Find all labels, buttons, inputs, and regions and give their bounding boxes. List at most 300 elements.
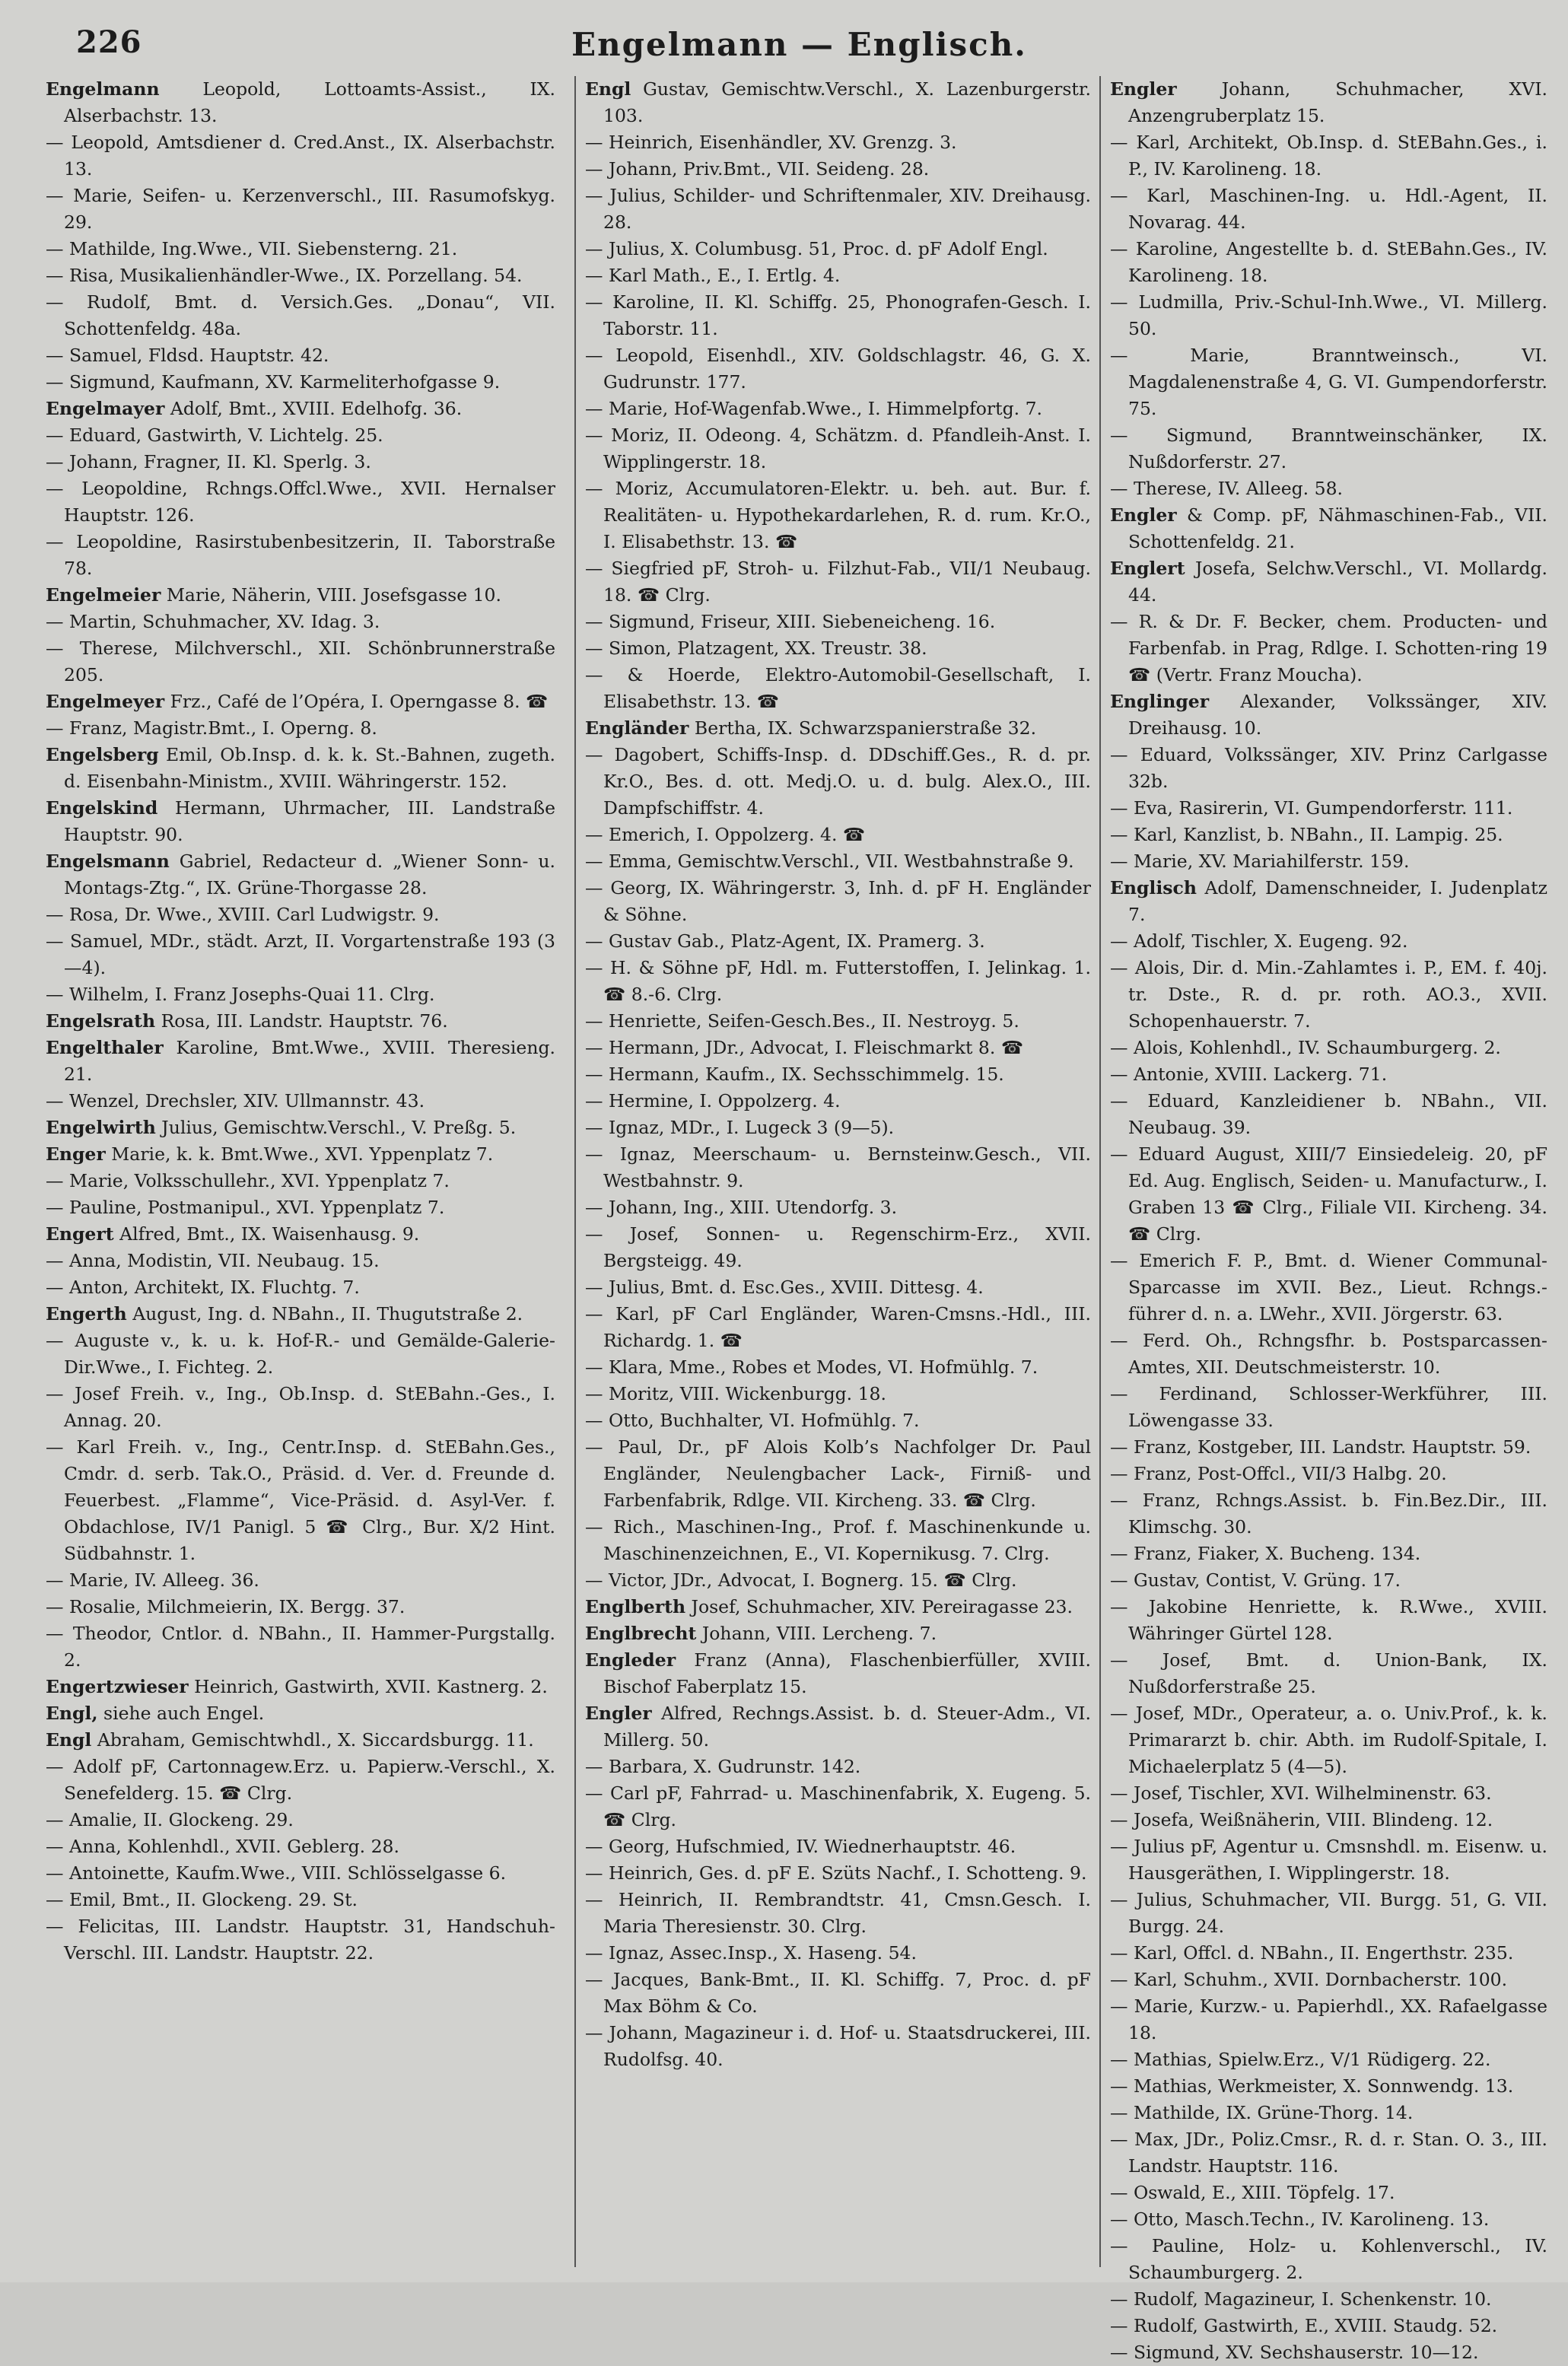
entry-details: — Samuel, MDr., städt. Arzt, II. Vorgartenstraße 193 (3—4).: [46, 930, 555, 978]
entry-surname: Engelsrath: [46, 1010, 156, 1032]
directory-entry: [46, 1727, 555, 1754]
directory-entry: [585, 1061, 1091, 1088]
entry-details: — Max, JDr., Poliz.Cmsr., R. d. r. Stan. O. 3., III. Landstr. Hauptstr. 116.: [1110, 2129, 1547, 2177]
directory-entry: [46, 1194, 555, 1221]
entry-details: Josef, Schuhmacher, XIV. Pereiragasse 23.: [691, 1596, 1073, 1617]
entry-surname: Engelmann: [46, 78, 160, 100]
directory-entry: [46, 1221, 555, 1248]
entry-details: — Alois, Kohlenhdl., IV. Schaumburgerg. 2.: [1110, 1037, 1501, 1058]
entry-details: — Anna, Kohlenhdl., XVII. Geblerg. 28.: [46, 1836, 399, 1857]
entry-details: Marie, k. k. Bmt.Wwe., XVI. Yppenplatz 7.: [111, 1143, 494, 1165]
entry-details: Alfred, Rechngs.Assist. b. d. Steuer-Adm., VI. Millerg. 50.: [603, 1703, 1091, 1751]
directory-entry: [46, 928, 555, 981]
directory-entry: [46, 1860, 555, 1887]
entry-details: — Eduard, Gastwirth, V. Lichtelg. 25.: [46, 425, 383, 446]
directory-entry: [1110, 848, 1547, 875]
entry-details: — Amalie, II. Glockeng. 29.: [46, 1809, 294, 1830]
entry-details: — Karl Freih. v., Ing., Centr.Insp. d. StEBahn.Ges., Cmdr. d. serb. Tak.O., Präsid. d. Ver. d. Freunde d. Feuerbest. „Flamme“, Vice-Präsid. d. Asyl-Ver. f. Obdachlose, IV/1 Panigl. 5 ☎ Clrg., Bur. X/2 Hint. Südbahnstr. 1.: [46, 1436, 555, 1564]
entry-details: — Wenzel, Drechsler, XIV. Ullmannstr. 43.: [46, 1090, 425, 1111]
directory-entry: [1110, 1434, 1547, 1461]
directory-entry: [1110, 502, 1547, 555]
entry-details: — Emil, Bmt., II. Glockeng. 29. St.: [46, 1889, 358, 1910]
directory-entry: [1110, 1035, 1547, 1061]
directory-entry: [585, 1967, 1091, 2020]
entry-details: — Otto, Masch.Techn., IV. Karolineng. 13.: [1110, 2209, 1490, 2230]
entry-details: — Mathilde, Ing.Wwe., VII. Siebensterng. 21.: [46, 238, 458, 259]
entry-details: — R. & Dr. F. Becker, chem. Producten- und Farbenfab. in Prag, Rdlge. I. Schotten-ring 19 ☎ (Vertr. Franz Moucha).: [1110, 611, 1547, 685]
directory-entry: [1110, 1967, 1547, 1993]
entry-details: — Heinrich, Eisenhändler, XV. Grenzg. 3.: [585, 132, 957, 153]
directory-entry: [1110, 1328, 1547, 1381]
entry-surname: Englinger: [1110, 691, 1210, 712]
entry-details: — Moriz, II. Odeong. 4, Schätzm. d. Pfandleih-Anst. I. Wipplingerstr. 18.: [585, 425, 1091, 472]
entry-details: — Paul, Dr., pF Alois Kolb’s Nachfolger Dr. Paul Engländer, Neulengbacher Lack-, Firniß- und Farbenfabrik, Rdlge. VII. Kircheng. 33. ☎ Clrg.: [585, 1436, 1091, 1511]
directory-entry: [1110, 1940, 1547, 1967]
directory-entry: [585, 1008, 1091, 1035]
directory-entry: [1110, 1833, 1547, 1887]
entry-details: — Pauline, Holz- u. Kohlenverschl., IV. Schaumburgerg. 2.: [1110, 2235, 1547, 2283]
entry-details: — Leopold, Amtsdiener d. Cred.Anst., IX. Alserbachstr. 13.: [46, 132, 555, 180]
directory-entry: [585, 289, 1091, 342]
directory-entry: [585, 262, 1091, 289]
entry-details: — Franz, Fiaker, X. Bucheng. 134.: [1110, 1543, 1421, 1564]
entry-details: — Gustav Gab., Platz-Agent, IX. Pramerg. 3.: [585, 930, 985, 952]
entry-details: — Klara, Mme., Robes et Modes, VI. Hofmühlg. 7.: [585, 1356, 1038, 1378]
entry-surname: Engelskind: [46, 797, 158, 819]
entry-details: — Rudolf, Magazineur, I. Schenkenstr. 10.: [1110, 2288, 1492, 2310]
directory-entry: [46, 129, 555, 183]
entry-surname: Engelsmann: [46, 851, 170, 872]
directory-entry: [1110, 2233, 1547, 2286]
entry-details: — Johann, Magazineur i. d. Hof- u. Staatsdruckerei, III. Rudolfsg. 40.: [585, 2022, 1091, 2070]
entry-details: — Rich., Maschinen-Ing., Prof. f. Maschinenkunde u. Maschinenzeichnen, E., VI. Kopernikusg. 7. Clrg.: [585, 1516, 1091, 1564]
entry-details: Heinrich, Gastwirth, XVII. Kastnerg. 2.: [194, 1676, 548, 1697]
directory-entry: [46, 369, 555, 396]
entry-details: — Auguste v., k. u. k. Hof-R.- und Gemälde-Galerie-Dir.Wwe., I. Fichteg. 2.: [46, 1330, 555, 1378]
entry-details: — Antonie, XVIII. Lackerg. 71.: [1110, 1064, 1388, 1085]
entry-details: — Julius, Bmt. d. Esc.Ges., XVIII. Dittesg. 4.: [585, 1277, 984, 1298]
directory-entry: [585, 342, 1091, 396]
directory-entry: [585, 1381, 1091, 1407]
entry-details: — Josef, Sonnen- u. Regenschirm-Erz., XVII. Bergsteigg. 49.: [585, 1223, 1091, 1271]
directory-entry: [585, 928, 1091, 955]
entry-details: — Marie, Kurzw.- u. Papierhdl., XX. Rafaelgasse 18.: [1110, 1996, 1547, 2043]
directory-entry: [46, 76, 555, 129]
entry-details: — Georg, IX. Währingerstr. 3, Inh. d. pF H. Engländer & Söhne.: [585, 877, 1091, 925]
entry-surname: Engertzwieser: [46, 1676, 189, 1697]
entry-details: — Josef, Tischler, XVI. Wilhelminenstr. 63.: [1110, 1782, 1492, 1804]
entry-details: — Otto, Buchhalter, VI. Hofmühlg. 7.: [585, 1410, 920, 1431]
directory-entry: [585, 1035, 1091, 1061]
directory-entry: [46, 1700, 555, 1727]
entry-details: — Josef, Bmt. d. Union-Bank, IX. Nußdorferstraße 25.: [1110, 1649, 1547, 1697]
directory-entry: [46, 1674, 555, 1700]
directory-entry: [46, 262, 555, 289]
entry-details: — Rosa, Dr. Wwe., XVIII. Carl Ludwigstr. 9.: [46, 904, 440, 925]
entry-details: — Emerich F. P., Bmt. d. Wiener Communal-Sparcasse im XVII. Bez., Lieut. Rchngs.-führer d. n. a. LWehr., XVII. Jörgerstr. 63.: [1110, 1250, 1547, 1325]
entry-details: — Josef, MDr., Operateur, a. o. Univ.Prof., k. k. Primararzt b. chir. Abth. im Rudolf-Spitale, I. Michaelerplatz 5 (4—5).: [1110, 1703, 1547, 1777]
directory-entry: [1110, 1780, 1547, 1807]
directory-entry: [46, 236, 555, 262]
directory-entry: [585, 1221, 1091, 1274]
entry-surname: Engleder: [585, 1649, 676, 1671]
entry-details: — Carl pF, Fahrrad- u. Maschinenfabrik, X. Eugeng. 5. ☎ Clrg.: [585, 1782, 1091, 1830]
directory-entry: [1110, 76, 1547, 129]
entry-details: — Heinrich, II. Rembrandtstr. 41, Cmsn.Gesch. I. Maria Theresienstr. 30. Clrg.: [585, 1889, 1091, 1937]
entry-surname: Englberth: [585, 1596, 686, 1617]
directory-columns: [46, 76, 1547, 2363]
directory-entry: [46, 1381, 555, 1434]
entry-details: — Josefa, Weißnäherin, VIII. Blindeng. 12.: [1110, 1809, 1493, 1830]
entry-details: Alfred, Bmt., IX. Waisenhausg. 9.: [119, 1223, 420, 1245]
directory-entry: [585, 1647, 1091, 1700]
entry-details: — Franz, Magistr.Bmt., I. Operng. 8.: [46, 717, 377, 739]
entry-details: — Oswald, E., XIII. Töpfelg. 17.: [1110, 2182, 1395, 2203]
directory-entry: [1110, 1887, 1547, 1940]
entry-details: — Ferdinand, Schlosser-Werkführer, III. Löwengasse 33.: [1110, 1383, 1547, 1431]
entry-details: — Mathilde, IX. Grüne-Thorg. 14.: [1110, 2102, 1414, 2123]
entry-details: — Wilhelm, I. Franz Josephs-Quai 11. Clrg.: [46, 984, 435, 1005]
entry-surname: Engelthaler: [46, 1037, 164, 1058]
directory-entry: [585, 396, 1091, 422]
entry-details: Frz., Café de l’Opéra, I. Operngasse 8. ☎: [170, 691, 549, 712]
entry-surname: Engelmeier: [46, 584, 161, 606]
directory-entry: [46, 1115, 555, 1141]
directory-entry: [46, 688, 555, 715]
entry-details: — Karl Math., E., I. Ertlg. 4.: [585, 265, 841, 286]
entry-details: Franz (Anna), Flaschenbierfüller, XVIII. Bischof Faberplatz 15.: [603, 1649, 1091, 1697]
directory-entry: [46, 609, 555, 635]
entry-details: Adolf, Bmt., XVIII. Edelhofg. 36.: [170, 398, 463, 419]
entry-details: — Eduard, Volkssänger, XIV. Prinz Carlgasse 32b.: [1110, 744, 1547, 792]
entry-details: — Therese, Milchverschl., XII. Schönbrunnerstraße 205.: [46, 638, 555, 685]
entry-surname: Engl: [585, 78, 631, 100]
directory-entry: [585, 742, 1091, 822]
directory-entry: [585, 422, 1091, 475]
directory-entry: [585, 1274, 1091, 1301]
entry-details: — Sigmund, Branntweinschänker, IX. Nußdorferstr. 27.: [1110, 425, 1547, 472]
directory-entry: [46, 848, 555, 902]
directory-entry: [46, 1301, 555, 1328]
entry-surname: Engl,: [46, 1703, 98, 1724]
entry-surname: Engler: [1110, 78, 1177, 100]
directory-entry: [46, 289, 555, 342]
entry-details: — Ferd. Oh., Rchngsfhr. b. Postsparcassen-Amtes, XII. Deutschmeisterstr. 10.: [1110, 1330, 1547, 1378]
entry-details: — Victor, JDr., Advocat, I. Bognerg. 15. ☎ Clrg.: [585, 1569, 1017, 1591]
entry-details: — Marie, Branntweinsch., VI. Magdalenenstraße 4, G. VI. Gumpendorferstr. 75.: [1110, 345, 1547, 419]
entry-details: — Simon, Platzagent, XX. Treustr. 38.: [585, 638, 927, 659]
entry-details: Rosa, III. Landstr. Hauptstr. 76.: [161, 1010, 448, 1032]
entry-details: — Johann, Ing., XIII. Utendorfg. 3.: [585, 1197, 898, 1218]
directory-entry: [1110, 795, 1547, 822]
entry-details: — Rudolf, Gastwirth, E., XVIII. Staudg. 52.: [1110, 2315, 1498, 2336]
entry-surname: Englbrecht: [585, 1623, 697, 1644]
directory-entry: [46, 342, 555, 369]
entry-details: — Ignaz, MDr., I. Lugeck 3 (9—5).: [585, 1117, 895, 1138]
directory-entry: [46, 1035, 555, 1088]
directory-entry: [585, 156, 1091, 183]
entry-details: — Leopoldine, Rasirstubenbesitzerin, II. Taborstraße 78.: [46, 531, 555, 579]
directory-entry: [1110, 2073, 1547, 2100]
directory-entry: [1110, 822, 1547, 848]
directory-entry: [1110, 475, 1547, 502]
directory-entry: [46, 981, 555, 1008]
directory-entry: [1110, 1381, 1547, 1434]
directory-entry: [1110, 1807, 1547, 1833]
entry-details: — Karl, Maschinen-Ing. u. Hdl.-Agent, II. Novarag. 44.: [1110, 185, 1547, 233]
entry-surname: Engerth: [46, 1303, 127, 1325]
directory-entry: [1110, 742, 1547, 795]
directory-entry: [1110, 1061, 1547, 1088]
directory-entry: [46, 582, 555, 609]
directory-entry: [1110, 1248, 1547, 1328]
page-header: [76, 21, 1522, 75]
directory-entry: [1110, 2046, 1547, 2073]
entry-details: — Josef Freih. v., Ing., Ob.Insp. d. StEBahn.-Ges., I. Annag. 20.: [46, 1383, 555, 1431]
directory-entry: [585, 1940, 1091, 1967]
directory-entry: [1110, 1461, 1547, 1487]
entry-details: — Theodor, Cntlor. d. NBahn., II. Hammer-Purgstallg. 2.: [46, 1623, 555, 1671]
entry-details: — Antoinette, Kaufm.Wwe., VIII. Schlösselgasse 6.: [46, 1862, 507, 1884]
directory-entry: [1110, 342, 1547, 422]
entry-surname: Engländer: [585, 717, 689, 739]
directory-entry: [1110, 1141, 1547, 1248]
entry-details: August, Ing. d. NBahn., II. Thugutstraße 2.: [132, 1303, 523, 1325]
entry-details: — Johann, Fragner, II. Kl. Sperlg. 3.: [46, 451, 371, 472]
entry-details: Johann, VIII. Lercheng. 7.: [701, 1623, 937, 1644]
directory-entry: [1110, 1993, 1547, 2046]
directory-entry: [1110, 928, 1547, 955]
entry-details: Julius, Gemischtw.Verschl., V. Preßg. 5.: [161, 1117, 517, 1138]
directory-entry: [585, 1115, 1091, 1141]
entry-details: Bertha, IX. Schwarzspanierstraße 32.: [694, 717, 1037, 739]
directory-entry: [585, 1194, 1091, 1221]
directory-entry: [46, 1754, 555, 1807]
directory-entry: [46, 715, 555, 742]
page-number: 226: [76, 24, 142, 60]
entry-details: — Barbara, X. Gudrunstr. 142.: [585, 1756, 861, 1777]
entry-details: Adolf, Damenschneider, I. Judenplatz 7.: [1128, 877, 1547, 925]
entry-details: — Eduard August, XIII/7 Einsiedeleig. 20, pF Ed. Aug. Englisch, Seiden- u. Manufacturw., I. Graben 13 ☎ Clrg., Filiale VII. Kircheng. 34. ☎ Clrg.: [1110, 1143, 1547, 1245]
entry-details: — Marie, XV. Mariahilferstr. 159.: [1110, 851, 1410, 872]
directory-entry: [585, 715, 1091, 742]
entry-details: Marie, Näherin, VIII. Josefsgasse 10.: [166, 584, 501, 606]
entry-details: Alexander, Volkssänger, XIV. Dreihausg. 10.: [1128, 691, 1547, 739]
directory-entry: [46, 422, 555, 449]
directory-entry: [1110, 2126, 1547, 2180]
entry-details: — Martin, Schuhmacher, XV. Idag. 3.: [46, 611, 380, 632]
entry-details: — Anton, Architekt, IX. Fluchtg. 7.: [46, 1277, 360, 1298]
directory-entry: [46, 635, 555, 688]
directory-entry: [46, 1141, 555, 1168]
entry-details: — Henriette, Seifen-Gesch.Bes., II. Nestroyg. 5.: [585, 1010, 1019, 1032]
entry-details: — Franz, Kostgeber, III. Landstr. Hauptstr. 59.: [1110, 1436, 1531, 1458]
entry-details: — Pauline, Postmanipul., XVI. Yppenplatz 7.: [46, 1197, 445, 1218]
directory-entry: [1110, 2100, 1547, 2126]
directory-entry: [1110, 688, 1547, 742]
directory-entry: [46, 1807, 555, 1833]
entry-details: — Ludmilla, Priv.-Schul-Inh.Wwe., VI. Millerg. 50.: [1110, 291, 1547, 339]
directory-entry: [1110, 1487, 1547, 1541]
entry-details: — Julius, Schuhmacher, VII. Burgg. 51, G. VII. Burgg. 24.: [1110, 1889, 1547, 1937]
directory-entry: [585, 955, 1091, 1008]
directory-entry: [585, 1514, 1091, 1567]
directory-entry: [46, 1168, 555, 1194]
directory-entry: [46, 795, 555, 848]
directory-entry: [585, 1780, 1091, 1833]
directory-entry: [585, 1301, 1091, 1354]
entry-details: — Sigmund, XV. Sechshauserstr. 10—12.: [1110, 2342, 1479, 2363]
entry-details: — Risa, Musikalienhändler-Wwe., IX. Porzellang. 54.: [46, 265, 523, 286]
directory-entry: [1110, 1088, 1547, 1141]
column-left: [46, 76, 555, 2267]
directory-entry: [585, 76, 1091, 129]
entry-details: Leopold, Lottoamts-Assist., IX. Alserbachstr. 13.: [64, 78, 555, 126]
entry-details: Gabriel, Redacteur d. „Wiener Sonn- u. Montags-Ztg.“, IX. Grüne-Thorgasse 28.: [64, 851, 555, 898]
directory-entry: [585, 1754, 1091, 1780]
entry-surname: Engelmeyer: [46, 691, 165, 712]
entry-details: — Eduard, Kanzleidiener b. NBahn., VII. Neubaug. 39.: [1110, 1090, 1547, 1138]
directory-entry: [585, 475, 1091, 555]
directory-entry: [585, 822, 1091, 848]
entry-details: Abraham, Gemischtwhdl., X. Siccardsburgg. 11.: [97, 1729, 534, 1751]
directory-entry: [1110, 555, 1547, 609]
entry-details: — Mathias, Werkmeister, X. Sonnwendg. 13.: [1110, 2075, 1514, 2097]
entry-details: — Karoline, II. Kl. Schiffg. 25, Phonografen-Gesch. I. Taborstr. 11.: [585, 291, 1091, 339]
entry-surname: Engler: [1110, 504, 1177, 526]
directory-entry: [46, 1913, 555, 1967]
directory-entry: [46, 449, 555, 475]
entry-surname: Engert: [46, 1223, 114, 1245]
directory-entry: [585, 1860, 1091, 1887]
entry-details: — Hermann, JDr., Advocat, I. Fleischmarkt 8. ☎: [585, 1037, 1024, 1058]
column-middle: [574, 76, 1091, 2267]
entry-details: — Rosalie, Milchmeierin, IX. Bergg. 37.: [46, 1596, 406, 1617]
entry-surname: Englert: [1110, 558, 1185, 579]
entry-details: — Leopold, Eisenhdl., XIV. Goldschlagstr. 46, G. X. Gudrunstr. 177.: [585, 345, 1091, 393]
directory-entry: [46, 396, 555, 422]
directory-entry: [1110, 129, 1547, 183]
directory-entry: [585, 635, 1091, 662]
entry-details: — Therese, IV. Alleeg. 58.: [1110, 478, 1343, 499]
entry-surname: Engelsberg: [46, 744, 159, 765]
running-title: Engelmann — Englisch.: [571, 26, 1027, 63]
entry-details: — Franz, Post-Offcl., VII/3 Halbg. 20.: [1110, 1463, 1447, 1484]
entry-details: — Georg, Hufschmied, IV. Wiednerhauptstr. 46.: [585, 1836, 1016, 1857]
entry-details: — Rudolf, Bmt. d. Versich.Ges. „Donau“, VII. Schottenfeldg. 48a.: [46, 291, 555, 339]
entry-details: — Moriz, Accumulatoren-Elektr. u. beh. aut. Bur. f. Realitäten- u. Hypothekardarlehen, R. d. rum. Kr.O., I. Elisabethstr. 13. ☎: [585, 478, 1091, 552]
entry-details: — Franz, Rchngs.Assist. b. Fin.Bez.Dir., III. Klimschg. 30.: [1110, 1490, 1547, 1538]
directory-entry: [1110, 422, 1547, 475]
entry-details: — Marie, Seifen- u. Kerzenverschl., III. Rasumofskyg. 29.: [46, 185, 555, 233]
entry-details: — Dagobert, Schiffs-Insp. d. DDschiff.Ges., R. d. pr. Kr.O., Bes. d. ott. Medj.O. u. d. bulg. Alex.O., III. Dampfschiffstr. 4.: [585, 744, 1091, 819]
entry-details: & Comp. pF, Nähmaschinen-Fab., VII. Schottenfeldg. 21.: [1128, 504, 1547, 552]
directory-entry: [585, 555, 1091, 609]
directory-entry: [46, 742, 555, 795]
directory-entry: [46, 1594, 555, 1620]
directory-entry: [585, 875, 1091, 928]
directory-entry: [46, 1008, 555, 1035]
entry-details: — Adolf pF, Cartonnagew.Erz. u. Papierw.-Verschl., X. Senefelderg. 15. ☎ Clrg.: [46, 1756, 555, 1804]
directory-entry: [46, 529, 555, 582]
directory-entry: [46, 902, 555, 928]
directory-entry: [46, 1620, 555, 1674]
entry-details: — Sigmund, Kaufmann, XV. Karmeliterhofgasse 9.: [46, 371, 501, 393]
directory-entry: [585, 1434, 1091, 1514]
directory-entry: [46, 1887, 555, 1913]
directory-entry: [1110, 2180, 1547, 2206]
directory-entry: [1110, 2313, 1547, 2339]
entry-details: Emil, Ob.Insp. d. k. k. St.-Bahnen, zugeth. d. Eisenbahn-Ministm., XVIII. Währingerstr. 152.: [64, 744, 555, 792]
entry-details: Karoline, Bmt.Wwe., XVIII. Theresieng. 21.: [64, 1037, 555, 1085]
directory-entry: [46, 1567, 555, 1594]
entry-details: — H. & Söhne pF, Hdl. m. Futterstoffen, I. Jelinkag. 1. ☎ 8.-6. Clrg.: [585, 957, 1091, 1005]
directory-entry: [585, 1407, 1091, 1434]
entry-surname: Enger: [46, 1143, 106, 1165]
directory-entry: [585, 1594, 1091, 1620]
entry-details: — Hermine, I. Oppolzerg. 4.: [585, 1090, 841, 1111]
entry-details: — Heinrich, Ges. d. pF E. Szüts Nachf., I. Schotteng. 9.: [585, 1862, 1087, 1884]
directory-entry: [1110, 2206, 1547, 2233]
column-right: [1099, 76, 1547, 2363]
entry-surname: Engelmayer: [46, 398, 165, 419]
entry-details: — & Hoerde, Elektro-Automobil-Gesellschaft, I. Elisabethstr. 13. ☎: [585, 664, 1091, 712]
entry-details: — Jacques, Bank-Bmt., II. Kl. Schiffg. 7, Proc. d. pF Max Böhm & Co.: [585, 1969, 1091, 2017]
directory-entry: [585, 236, 1091, 262]
directory-entry: [585, 1141, 1091, 1194]
entry-surname: Engl: [46, 1729, 92, 1751]
entry-details: — Sigmund, Friseur, XIII. Siebeneicheng. 16.: [585, 611, 996, 632]
entry-details: siehe auch Engel.: [103, 1703, 265, 1724]
directory-entry: [46, 475, 555, 529]
entry-details: — Karl, pF Carl Engländer, Waren-Cmsns.-Hdl., III. Richardg. 1. ☎: [585, 1303, 1091, 1351]
directory-entry: [585, 662, 1091, 715]
directory-entry: [585, 1567, 1091, 1594]
entry-details: — Karoline, Angestellte b. d. StEBahn.Ges., IV. Karolineng. 18.: [1110, 238, 1547, 286]
entry-details: — Ignaz, Assec.Insp., X. Haseng. 54.: [585, 1942, 917, 1964]
entry-details: — Emma, Gemischtw.Verschl., VII. Westbahnstraße 9.: [585, 851, 1074, 872]
entry-details: — Moritz, VIII. Wickenburgg. 18.: [585, 1383, 886, 1404]
directory-entry: [585, 609, 1091, 635]
entry-details: Gustav, Gemischtw.Verschl., X. Lazenburgerstr. 103.: [603, 78, 1091, 126]
directory-entry: [46, 1274, 555, 1301]
directory-entry: [1110, 609, 1547, 688]
directory-entry: [585, 1354, 1091, 1381]
entry-details: Josefa, Selchw.Verschl., VI. Mollardg. 44.: [1128, 558, 1547, 606]
entry-details: — Karl, Kanzlist, b. NBahn., II. Lampig. 25.: [1110, 824, 1503, 845]
entry-details: — Karl, Offcl. d. NBahn., II. Engerthstr. 235.: [1110, 1942, 1514, 1964]
entry-surname: Engler: [585, 1703, 652, 1724]
directory-entry: [46, 1434, 555, 1567]
directory-entry: [46, 1088, 555, 1115]
directory-entry: [1110, 955, 1547, 1035]
entry-details: — Samuel, Fldsd. Hauptstr. 42.: [46, 345, 329, 366]
directory-entry: [1110, 1594, 1547, 1647]
directory-entry: [1110, 1541, 1547, 1567]
directory-entry: [1110, 1567, 1547, 1594]
directory-entry: [1110, 183, 1547, 236]
directory-entry: [1110, 2339, 1547, 2366]
directory-entry: [1110, 1700, 1547, 1780]
entry-details: — Anna, Modistin, VII. Neubaug. 15.: [46, 1250, 380, 1271]
directory-entry: [46, 183, 555, 236]
directory-entry: [585, 1887, 1091, 1940]
directory-entry: [46, 1328, 555, 1381]
entry-details: — Gustav, Contist, V. Grüng. 17.: [1110, 1569, 1401, 1591]
directory-entry: [46, 1833, 555, 1860]
entry-details: — Emerich, I. Oppolzerg. 4. ☎: [585, 824, 866, 845]
entry-details: — Felicitas, III. Landstr. Hauptstr. 31, Handschuh-Verschl. III. Landstr. Hauptstr. 22.: [46, 1916, 555, 1964]
